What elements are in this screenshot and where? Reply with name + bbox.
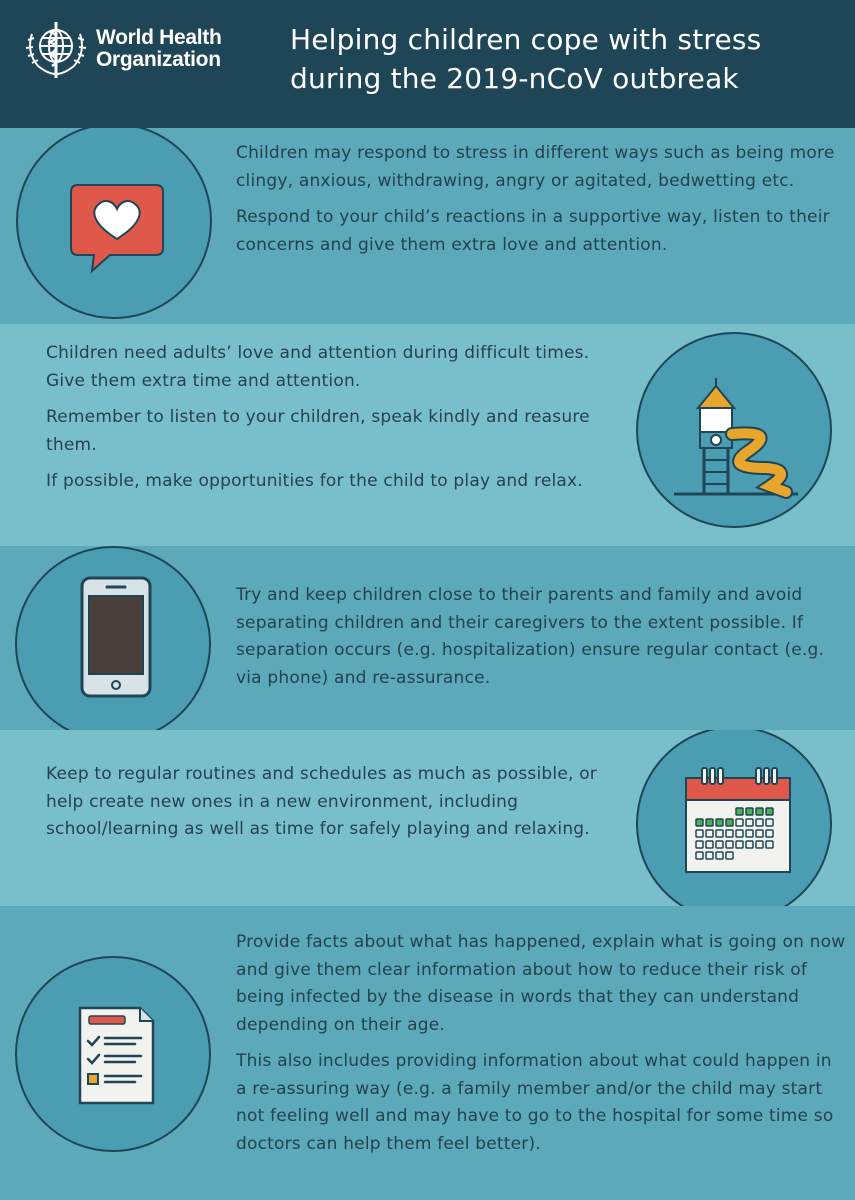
- checklist-document-icon: [17, 958, 213, 1154]
- tip-paragraph: If possible, make opportunities for the child to play and relax.: [46, 471, 583, 491]
- icon-circle: [15, 956, 211, 1152]
- org-name-line-1: World Health: [96, 26, 222, 49]
- tip-text: [46, 340, 606, 505]
- organization-name: [96, 27, 222, 71]
- tip-section-1: [0, 128, 855, 324]
- tip-text: [236, 929, 846, 1167]
- tip-paragraph: Remember to listen to your children, speak kindly and reasure them.: [46, 407, 590, 455]
- tip-section-5: [0, 906, 855, 1200]
- tip-section-3: [0, 546, 855, 730]
- tip-paragraph: This also includes providing information about what could happen in a re-assuring way (e.g. a family member and/or the child may start not feeling well and may have to go to the hospital for some time so doctors can help them feel better).: [236, 1051, 834, 1154]
- title-line-2: during the 2019-nCoV outbreak: [290, 62, 739, 95]
- tip-paragraph: Children may respond to stress in different ways such as being more clingy, anxious, withdrawing, angry or agitated, bedwetting etc.: [236, 143, 835, 191]
- icon-circle: [636, 730, 832, 906]
- icon-circle: [16, 128, 212, 319]
- phone-icon: [17, 548, 213, 730]
- icon-circle: [636, 332, 832, 528]
- tip-section-4: [0, 730, 855, 906]
- tip-paragraph: Respond to your child’s reactions in a supportive way, listen to their concerns and give them extra love and attention.: [236, 207, 830, 255]
- tip-text: [46, 761, 606, 853]
- tip-paragraph: Keep to regular routines and schedules as much as possible, or help create new ones in a new environment, including school/learning as well as time for safely playing and relaxing.: [46, 764, 597, 839]
- tip-text: [236, 140, 836, 268]
- who-emblem-icon: [20, 18, 92, 82]
- title-line-1: Helping children cope with stress: [290, 23, 762, 56]
- tip-section-2: [0, 324, 855, 546]
- tip-paragraph: Try and keep children close to their parents and family and avoid separating children and their caregivers to the extent possible. If separation occurs (e.g. hospitalization) ensure regular contact (e.g. via phone) and re-assurance.: [236, 585, 825, 688]
- org-name-line-2: Organization: [96, 48, 221, 71]
- playground-slide-icon: [638, 334, 834, 530]
- icon-circle: [15, 546, 211, 730]
- tip-text: [236, 582, 846, 701]
- heart-speech-bubble-icon: [18, 128, 214, 321]
- tip-paragraph: Provide facts about what has happened, explain what is going on now and give them clear information about how to reduce their risk of being infected by the disease in words that they can understand depending on their age.: [236, 932, 846, 1035]
- header: [0, 0, 855, 128]
- tip-paragraph: Children need adults’ love and attention during difficult times. Give them extra time and attention.: [46, 343, 590, 391]
- page-title: [290, 20, 761, 98]
- calendar-icon: [638, 730, 834, 906]
